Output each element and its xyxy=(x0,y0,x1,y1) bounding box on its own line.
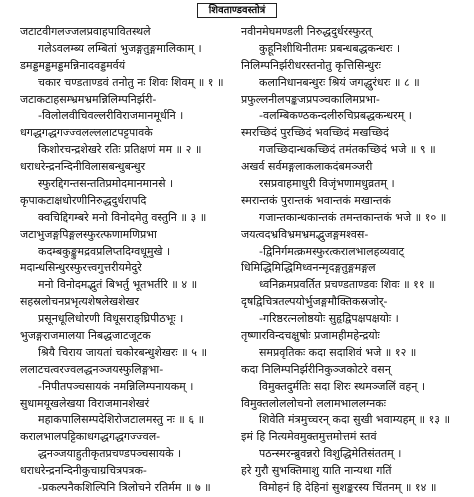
verse-line: जटाटवीगलज्जलप्रवाहपावितस्थले xyxy=(20,25,151,38)
verse-line: -गरिष्ठरत्नलोष्ठयोः सुहृद्विपक्षपक्षयोः । xyxy=(259,312,399,326)
verse-line: मनो विनोदमद्भुतं बिभर्तु भूतभर्तरि ॥ ४ ॥ xyxy=(38,278,198,292)
verse-line: भुजङ्गराजमालया निबद्धजाटजूटक xyxy=(20,329,151,343)
verse-line: विमोहनं हि देहिनां सुशङ्करस्य चिंतनम् ॥ १४ ॥ xyxy=(259,481,437,495)
verse-line: धराधरेन्द्रनन्दिनीकुचाग्रचित्रपत्रक- xyxy=(20,464,147,478)
verse-line: ललाटचत्वरज्वलद्धनञ्जयस्फुलिङ्गभा- xyxy=(20,362,164,376)
verse-line: निलिम्पनिर्झरीधरस्तनोतु कृत्तिसिन्धुरः xyxy=(241,58,381,72)
verse-line: गलेऽवलम्ब्य लम्बितां भुजङ्गतुङ्गमालिकाम् । xyxy=(38,41,202,55)
verse-line: धिमिद्धिमिद्धिमिध्वनन्मृदङ्गतुङ्गमङ्गल xyxy=(241,261,376,275)
verse-line: जटाकटाहसम्भ्रमभ्रमन्निलिम्पनिर्झरी- xyxy=(20,92,157,106)
verse-line: ध्वनिक्रमप्रवर्तित प्रचण्डताण्डवः शिवः ॥ ११ ॥ xyxy=(259,278,435,292)
verse-line: कृपाकटाक्षधोरणीनिरुद्धदुर्धरापदि xyxy=(20,193,147,207)
verse-line: विमुक्तलोललोचनो ललामभाललग्नकः xyxy=(241,396,386,410)
verse-line: सहस्रलोचनप्रभृत्यशेषलेखशेखर xyxy=(20,295,140,309)
verse-line: मदान्धसिन्धुरस्फुरत्त्वगुत्तरीयमेदुरे xyxy=(20,261,142,275)
verse-line: जटाभुजङ्गपिङ्गलस्फुरत्फणामणिप्रभा xyxy=(20,227,157,241)
verse-line: विमुक्तदुर्मतिः सदा शिरः स्थमञ्जलिं वहन् । xyxy=(259,379,425,393)
verse-line: महाकपालिसम्पदेशिरोजटालमस्तु नः ॥ ६ ॥ xyxy=(38,413,205,427)
verse-line: डमड्डमड्डमड्डमन्निनादवड्डमर्वयं xyxy=(20,58,126,72)
verse-line: कदम्बकुङ्कुमद्रवप्रलिप्तदिग्वधूमुखे । xyxy=(38,244,171,258)
verse-line: श्रियै चिराय जायतां चकोरबन्धुशेखरः ॥ ५ ॥ xyxy=(38,345,208,359)
verse-line: जयत्वदभ्रविभ्रमभ्रमद्भुजङ्गमश्वस- xyxy=(241,227,369,241)
verse-line: चकार चण्डताण्डवं तनोतु नः शिवः शिवम् ॥ १ ॥ xyxy=(38,75,224,89)
verse-line: द्धनञ्जयाहुतीकृतप्रचण्डपञ्चसायके । xyxy=(38,447,182,461)
verse-line: कलानिधानबन्धुरः श्रियं जगद्धुरंधरः ॥ ८ ॥ xyxy=(259,75,420,89)
verse-line: रसप्रवाहमाधुरी विजृंभणामधुव्रतम् । xyxy=(259,177,395,191)
verse-line: गजान्तकान्धकान्तकं तमन्तकान्तकं भजे ॥ १० ॥ xyxy=(259,210,447,224)
verse-line: -वलम्बिकण्ठकन्दलीरुचिप्रबद्धकन्धरम् । xyxy=(259,109,412,123)
verse-line: -निपीतपञ्चसायकं नमन्निलिम्पनायकम् । xyxy=(38,379,194,393)
verse-line: पठन्स्मरन्ब्रुवन्नरो विशुद्धिमेतिसंततम् । xyxy=(259,447,402,461)
verse-line: दृषद्विचित्रतल्पयोर्भुजङ्गमौक्तिकस्रजोर्- xyxy=(241,295,388,309)
verse-line: क्वचिद्दिगम्बरे मनो विनोदमेतु वस्तुनि ॥ ३ ॥ xyxy=(38,210,207,224)
verse-line: तृष्णारविन्दचक्षुषोः प्रजामहीमहेन्द्रयोः xyxy=(241,329,380,343)
verse-line: प्रसूनधूलिधोरणी विधूसराङ्घ्रिपीठभूः । xyxy=(38,312,184,326)
verse-line: स्फुरद्दिगन्तसन्ततिप्रमोदमानमानसे । xyxy=(38,177,174,191)
verse-line: इमं हि नित्यमेवमुक्तमुत्तमोत्तमं स्तवं xyxy=(241,430,377,444)
page-title: शिवताण्डवस्तोत्रं xyxy=(197,3,277,18)
verse-line: -विलोलवीचिवल्लरीविराजमानमूर्धनि । xyxy=(38,109,184,123)
verse-line: स्मरान्तकं पुरान्तकं भवान्तकं मखान्तकं xyxy=(241,193,391,207)
verse-line: धगद्धगद्धगज्ज्वलल्ललाटपट्टपावके xyxy=(20,126,153,140)
verse-line: किशोरचन्द्रशेखरे रतिः प्रतिक्षणं मम ॥ २ ॥ xyxy=(38,143,202,157)
verse-line: नवीनमेघमण्डली निरुद्धदुर्धरस्फुरत् xyxy=(241,25,372,38)
verse-line: हरे गुरौ सुभक्तिमाशु याति नान्यथा गतिं xyxy=(241,464,392,478)
verse-line: कुहूनिशीथिनीतमः प्रबन्धबद्धकन्धरः । xyxy=(259,41,401,55)
verse-line: कदा निलिम्पनिर्झरीनिकुञ्जकोटरे वसन् xyxy=(241,362,391,376)
verse-line: प्रफुल्लनीलपङ्कजप्रपञ्चकालिमप्रभा- xyxy=(241,92,380,106)
verse-line: सुधामयूखलेखया विराजमानशेखरं xyxy=(20,396,150,410)
right-verse-column xyxy=(241,24,469,497)
verse-line: शिवेति मंत्रमुच्चरन् कदा सुखी भवाम्यहम् ॥ १३ ॥ xyxy=(259,413,451,427)
verse-line: अखर्व सर्वमङ्गलाकलाकदंबमञ्जरी xyxy=(241,160,373,174)
verse-line: -द्विनिर्गमत्क्रमस्फुरत्करालभालहव्यवाट् xyxy=(259,244,405,258)
verse-line: स्मरच्छिदं पुरच्छिदं भवच्छिदं मखच्छिदं xyxy=(241,126,389,140)
verse-line: -प्रकल्पनैकशिल्पिनि त्रिलोचने रतिर्मम ॥ ७ ॥ xyxy=(38,481,211,495)
verse-line: करालभालपट्टिकाधगद्धगद्धगज्ज्वल- xyxy=(20,430,161,444)
left-verse-column xyxy=(20,24,236,497)
verse-line: गजच्छिदान्धकच्छिदं तमंतकच्छिदं भजे ॥ ९ ॥ xyxy=(259,143,436,157)
verse-line: समप्रवृतिकः कदा सदाशिवं भजे ॥ १२ ॥ xyxy=(259,345,417,359)
verse-line: धराधरेन्द्रनन्दिनीविलासबन्धुबन्धुर xyxy=(20,160,146,174)
